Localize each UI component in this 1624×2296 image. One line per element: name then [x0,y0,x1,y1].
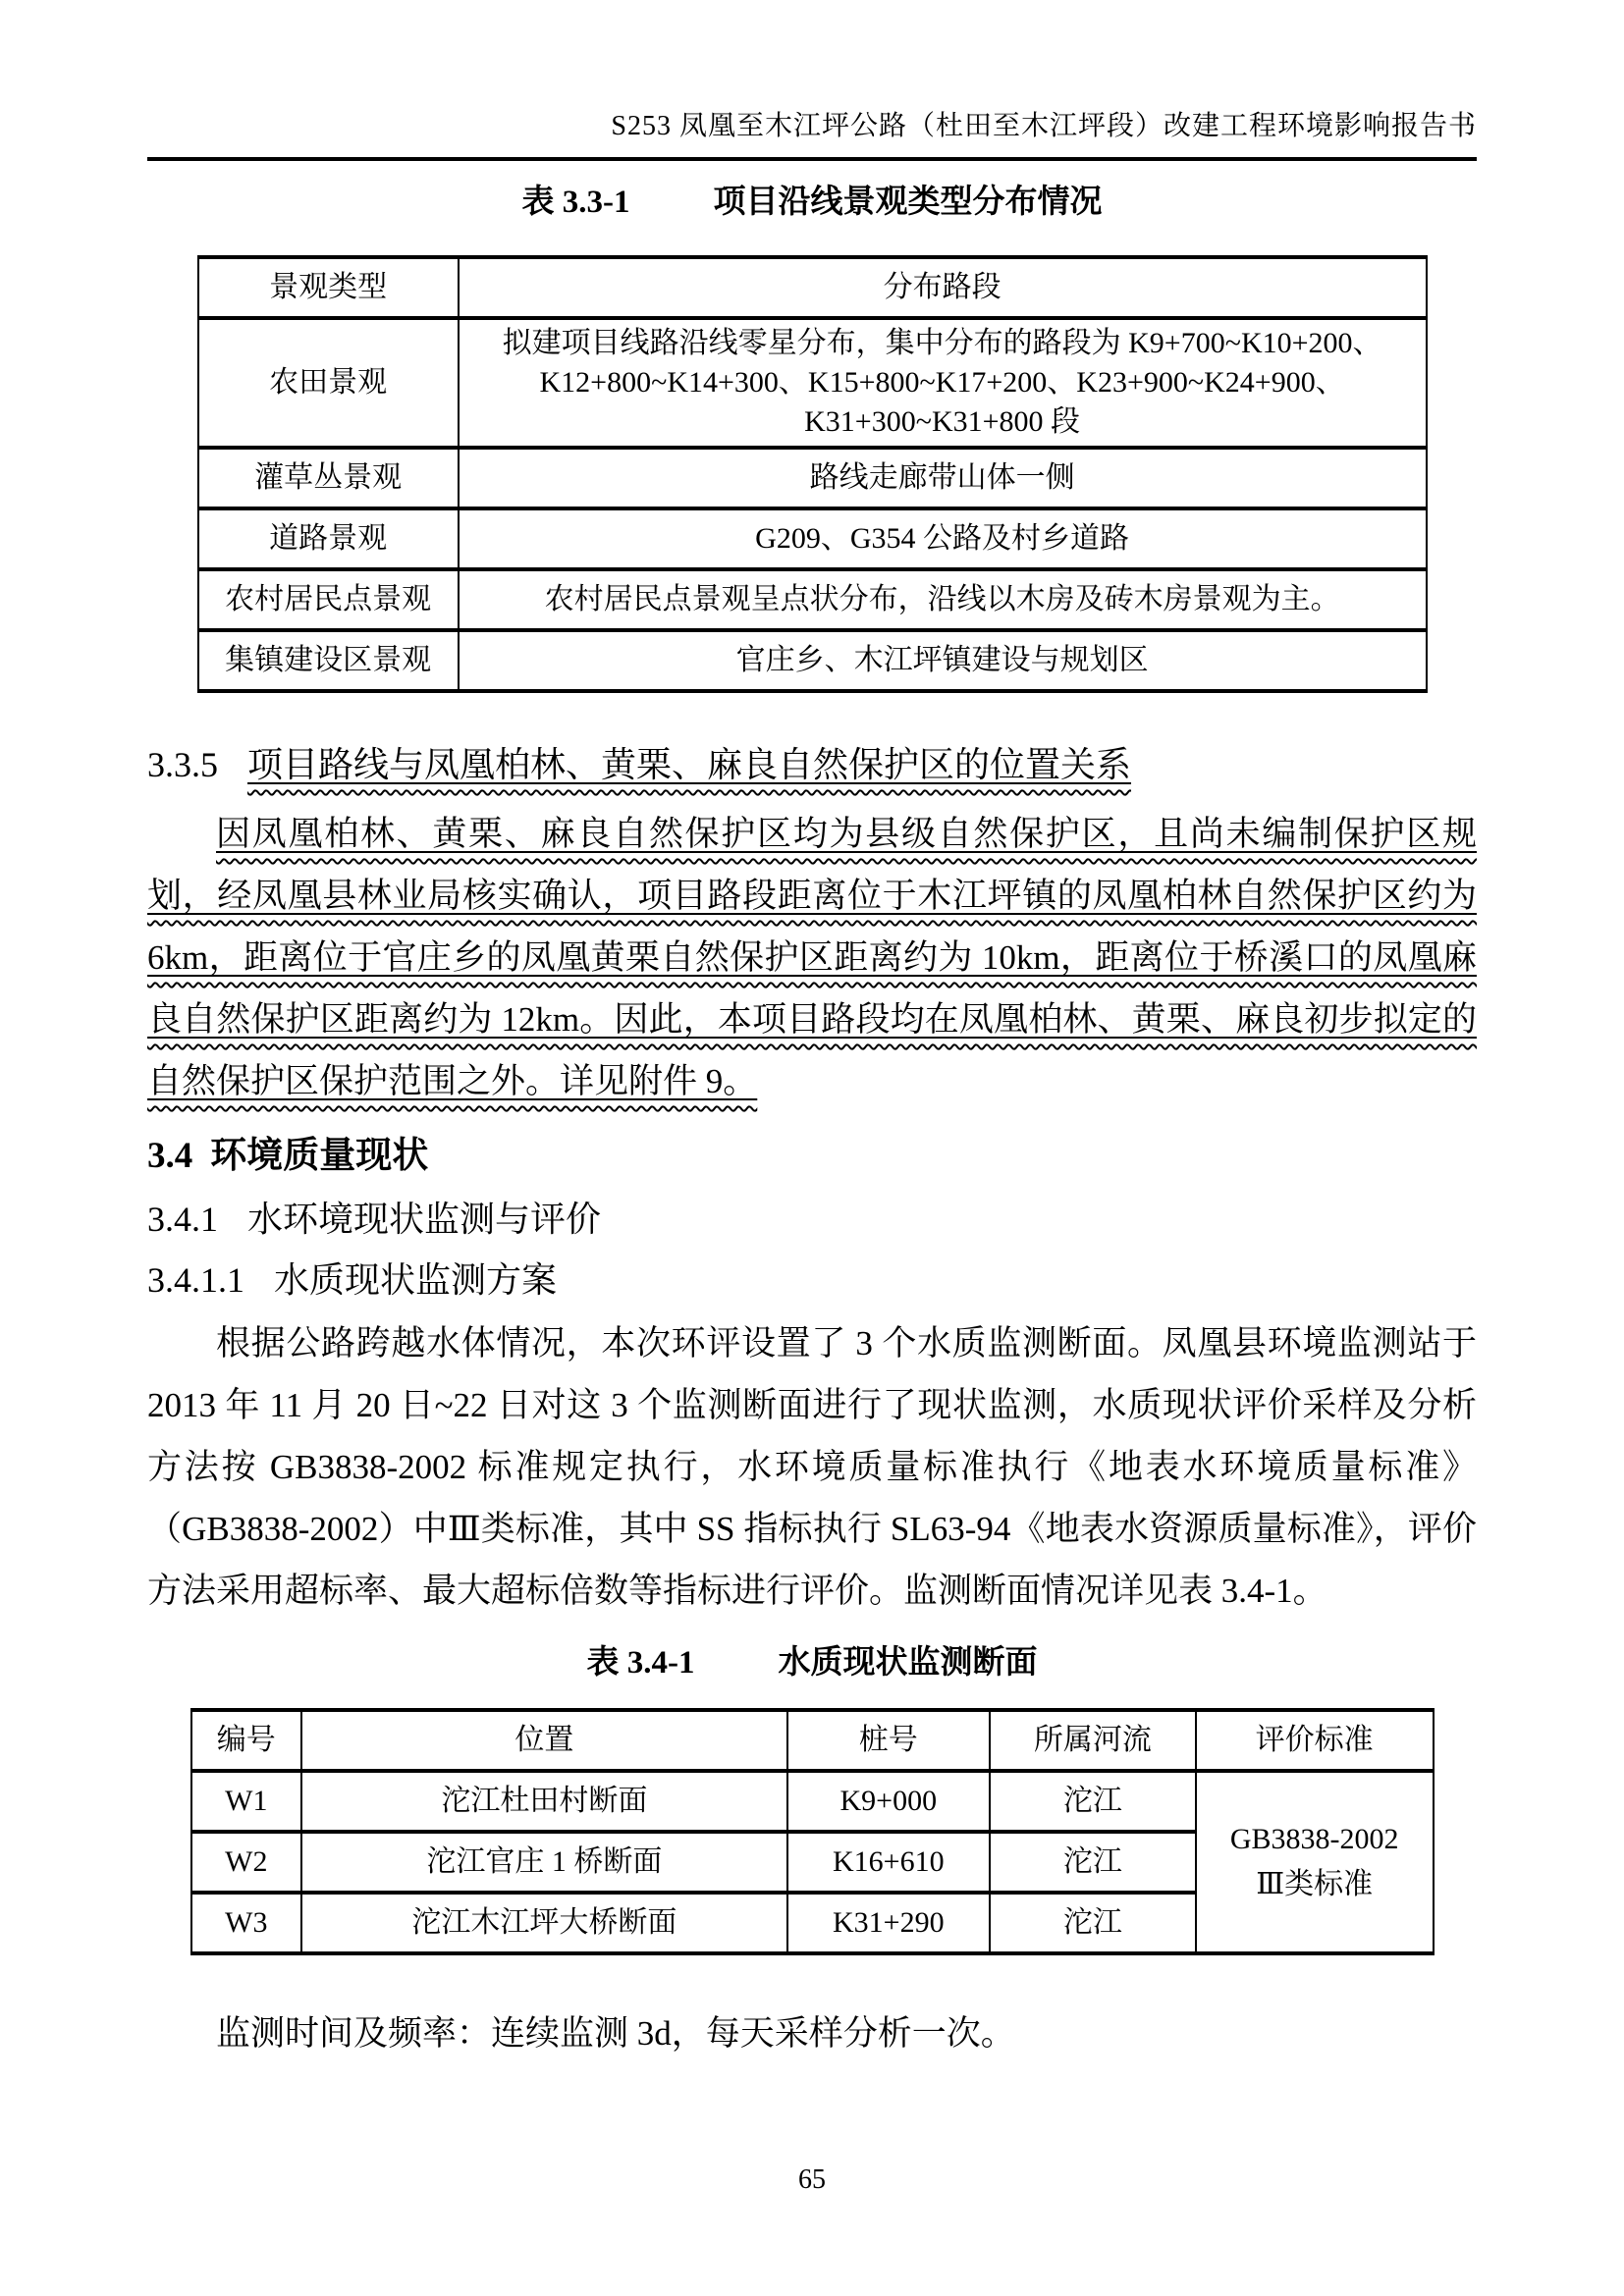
section-number: 3.4.1.1 [147,1260,244,1300]
monitoring-id-cell: W3 [191,1893,302,1953]
table2-col-header-id: 编号 [191,1710,302,1771]
table1-header-row [198,257,1427,318]
landscape-type-cell: 农村居民点景观 [198,569,459,630]
section-number: 3.4 [147,1136,193,1176]
monitoring-river-cell: 沱江 [990,1893,1196,1953]
paragraph-3-3-5 [147,803,1477,1112]
standard-line-1: GB3838-2002 [1229,1823,1399,1855]
table2-header-row [191,1710,1434,1771]
table2-caption-title: 水质现状监测断面 [778,1645,1038,1681]
landscape-desc-cell: G209、G354 公路及村乡道路 [459,508,1427,569]
table1-row-farmland [198,318,1427,448]
landscape-desc-cell: 官庄乡、木江坪镇建设与规划区 [459,630,1427,691]
table2-col-header-river: 所属河流 [990,1710,1196,1771]
table2-col-header-standard: 评价标准 [1196,1710,1434,1771]
revision-underline-wavy [147,815,1477,1100]
section-heading-3-4-1-1 [147,1255,1477,1305]
table2-caption-label: 表 3.4-1 [586,1645,695,1681]
table2-col-header-location: 位置 [301,1710,787,1771]
standard-line-2: Ⅲ类标准 [1256,1868,1374,1900]
table1-row-town [198,630,1427,691]
landscape-type-table [197,255,1428,693]
monitoring-river-cell: 沱江 [990,1832,1196,1893]
landscape-desc-cell: 拟建项目线路沿线零星分布，集中分布的路段为 K9+700~K10+200、K12+800~K14+300、K15+800~K17+200、K23+900~K24+900、K31+300~K31+800 段 [459,318,1427,448]
monitoring-station-cell: K16+610 [787,1832,990,1893]
page-content [147,183,1477,2064]
header-rule [147,157,1477,161]
header-title: S253 凤凰至木江坪公路（杜田至木江坪段）改建工程环境影响报告书 [611,111,1477,141]
section-title: 水质现状监测方案 [274,1260,558,1300]
table1-caption-title: 项目沿线景观类型分布情况 [713,185,1103,220]
table1-caption-label: 表 3.3-1 [521,185,630,220]
table1-row-village [198,569,1427,630]
section-heading-3-4-1 [147,1195,1477,1244]
section-heading-3-4 [147,1132,1477,1181]
table1-caption [147,183,1477,222]
section-heading-3-3-5 [147,740,1477,789]
table2-row-w1 [191,1771,1434,1832]
monitoring-location-cell: 沱江木江坪大桥断面 [301,1893,787,1953]
monitoring-river-cell: 沱江 [990,1771,1196,1832]
monitoring-location-cell: 沱江杜田村断面 [301,1771,787,1832]
section-title: 环境质量现状 [210,1136,429,1176]
table1-row-road [198,508,1427,569]
section-number: 3.4.1 [147,1200,218,1239]
table1-col-header-type: 景观类型 [198,257,459,318]
table2-col-header-station: 桩号 [787,1710,990,1771]
section-title: 项目路线与凤凰柏林、黄栗、麻良自然保护区的位置关系 [247,745,1132,784]
paragraph-text: 因凤凰柏林、黄栗、麻良自然保护区均为县级自然保护区，且尚未编制保护区规划，经凤凰县林业局核实确认，项目路段距离位于木江坪镇的凤凰柏林自然保护区约为 6km，距离位于官庄乡的凤凰黄栗自然保护区距离约为 10km，距离位于桥溪口的凤凰麻良自然保护区距离约为 12km。因此，本项目路段均在凤凰柏林、黄栗、麻良初步拟定的自然保护区保护范围之外。详见附件 9。 [147,815,1477,1100]
water-monitoring-table [190,1708,1435,1955]
landscape-type-cell: 集镇建设区景观 [198,630,459,691]
landscape-desc-cell: 路线走廊带山体一侧 [459,448,1427,508]
closing-paragraph: 监测时间及频率：连续监测 3d，每天采样分析一次。 [216,2014,1015,2053]
section-number: 3.3.5 [147,745,218,784]
page-header [0,0,1624,161]
monitoring-station-cell: K9+000 [787,1771,990,1832]
section-title-underline [247,745,1131,784]
landscape-type-cell: 灌草丛景观 [198,448,459,508]
monitoring-id-cell: W2 [191,1832,302,1893]
table1-col-header-section: 分布路段 [459,257,1427,318]
table2-caption [147,1643,1477,1682]
table1-row-shrub [198,448,1427,508]
paragraph-3-4-1-1: 根据公路跨越水体情况，本次环评设置了 3 个水质监测断面。凤凰县环境监测站于 2013 年 11 月 20 日~22 日对这 3 个监测断面进行了现状监测，水质现状评价采样及分析方法按 GB3838-2002 标准规定执行，水环境质量标准执行《地表水环境质量标准》（GB3838-2002）中Ⅲ类标准，其中 SS 指标执行 SL63-94《地表水资源质量标准》，评价方法采用超标率、最大超标倍数等指标进行评价。监测断面情况详见表 3.4-1。 [147,1324,1477,1610]
evaluation-standard-cell [1196,1771,1434,1953]
landscape-type-cell: 农田景观 [198,318,459,448]
section-title: 水环境现状监测与评价 [247,1200,602,1239]
monitoring-id-cell: W1 [191,1771,302,1832]
monitoring-station-cell: K31+290 [787,1893,990,1953]
page-number: 65 [798,2164,826,2195]
landscape-type-cell: 道路景观 [198,508,459,569]
monitoring-location-cell: 沱江官庄 1 桥断面 [301,1832,787,1893]
landscape-desc-cell: 农村居民点景观呈点状分布，沿线以木房及砖木房景观为主。 [459,569,1427,630]
